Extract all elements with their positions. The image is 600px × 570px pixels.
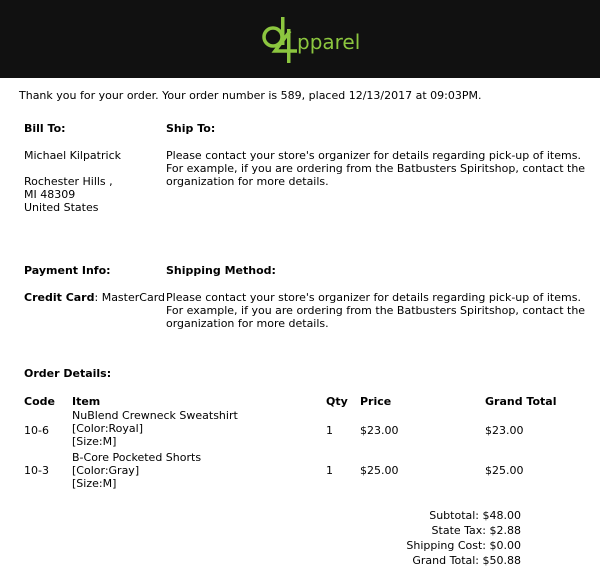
logo-text: pparel	[297, 30, 361, 54]
bill-to-heading: Bill To:	[24, 122, 66, 135]
row2-total: $25.00	[485, 464, 524, 477]
bill-to-city: Rochester Hills ,	[24, 175, 113, 188]
column-qty: Qty	[326, 395, 348, 408]
brand-logo[interactable]	[261, 17, 371, 65]
row1-item-name: NuBlend Crewneck Sweatshirt	[72, 409, 238, 422]
site-header	[0, 0, 600, 78]
grand-total: Grand Total: $50.88	[412, 554, 521, 567]
row2-item-name: B-Core Pocketed Shorts	[72, 451, 202, 464]
order-details-heading: Order Details:	[24, 367, 112, 380]
row2-item-color: [Color:Gray]	[72, 464, 140, 477]
shipping-cost: Shipping Cost: $0.00	[406, 539, 521, 552]
row1-code: 10-6	[24, 424, 49, 437]
row2-price: $25.00	[360, 464, 399, 477]
ship-to-text: Please contact your store's organizer for details regarding pick-up of items. For example, if you are ordering from the Batbusters Spiritshop, contact the organization for more details.	[166, 149, 586, 188]
row1-price: $23.00	[360, 424, 399, 437]
shipping-method-text: Please contact your store's organizer for details regarding pick-up of items. For example, if you are ordering from the Batbusters Spiritshop, contact the organization for more details.	[166, 291, 586, 330]
bill-to-country: United States	[24, 201, 99, 214]
d4-logo-icon	[261, 17, 371, 65]
row2-code: 10-3	[24, 464, 49, 477]
credit-card-label: Credit Card	[24, 291, 95, 304]
row2-item-size: [Size:M]	[72, 477, 117, 490]
row2-qty: 1	[326, 464, 333, 477]
column-grand-total: Grand Total	[485, 395, 557, 408]
row1-total: $23.00	[485, 424, 524, 437]
ship-to-heading: Ship To:	[166, 122, 216, 135]
state-tax: State Tax: $2.88	[431, 524, 521, 537]
order-confirmation-message: Thank you for your order. Your order number is 589, placed 12/13/2017 at 09:03PM.	[19, 89, 482, 102]
row1-item-color: [Color:Royal]	[72, 422, 144, 435]
shipping-method-heading: Shipping Method:	[166, 264, 276, 277]
payment-info-heading: Payment Info:	[24, 264, 111, 277]
payment-method	[24, 291, 165, 304]
bill-to-state-zip: MI 48309	[24, 188, 76, 201]
bill-to-name: Michael Kilpatrick	[24, 149, 121, 162]
credit-card-value: : MasterCard	[94, 291, 166, 304]
row1-qty: 1	[326, 424, 333, 437]
row1-item-size: [Size:M]	[72, 435, 117, 448]
column-item: Item	[72, 395, 101, 408]
column-code: Code	[24, 395, 55, 408]
subtotal: Subtotal: $48.00	[429, 509, 521, 522]
column-price: Price	[360, 395, 392, 408]
